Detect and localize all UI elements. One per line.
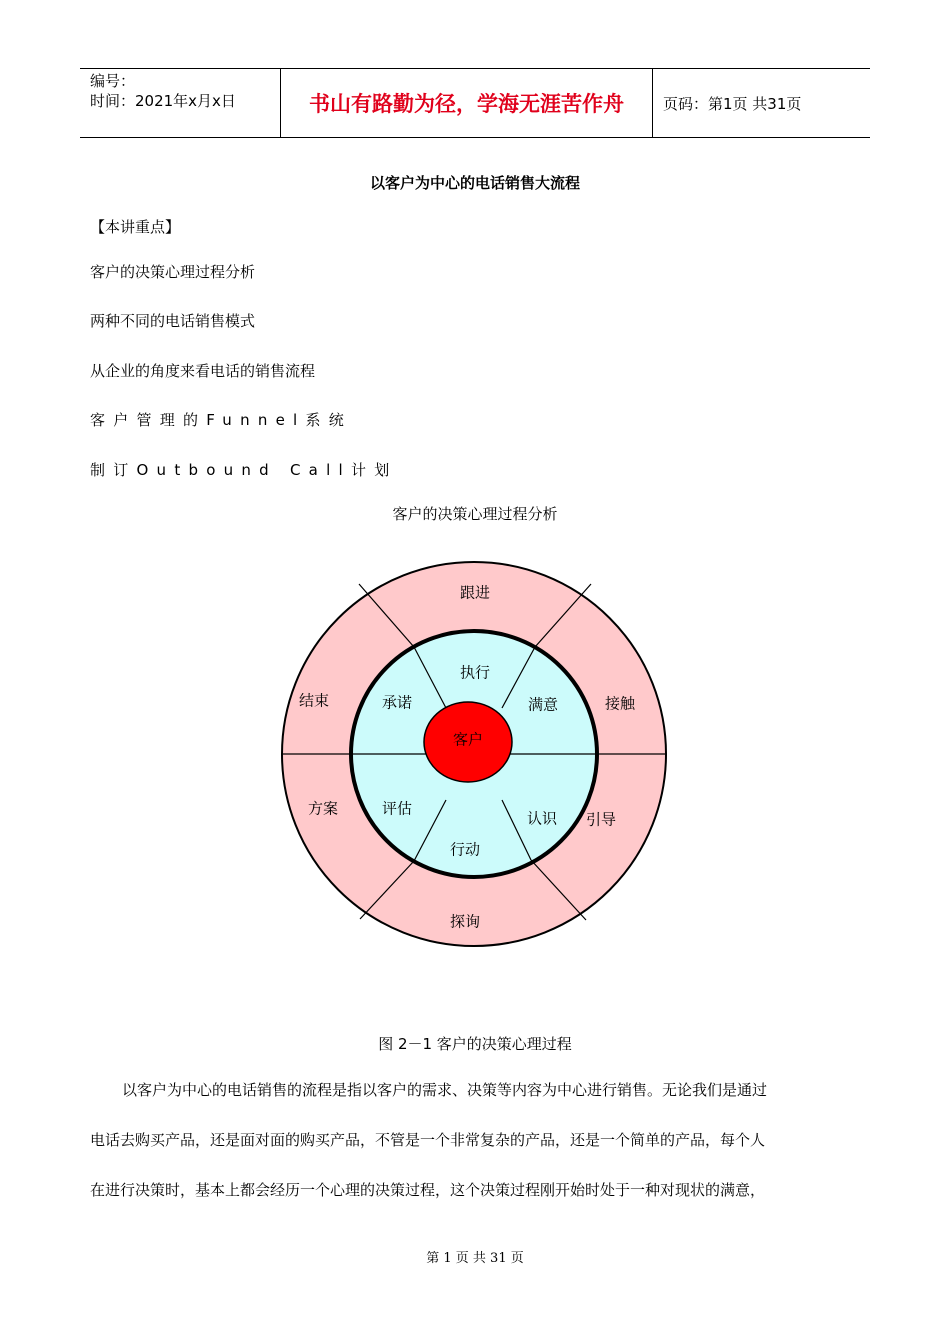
- outer-label-contact: 接触: [604, 694, 636, 713]
- header-meta: [80, 69, 280, 137]
- document-title: 以客户为中心的电话销售大流程: [369, 174, 580, 192]
- header-page-info: 页码：第1页 共31页: [663, 94, 802, 113]
- key-point-item: 从企业的角度来看电话的销售流程: [90, 362, 316, 380]
- header-motto: 书山有路勤为径，学海无涯苦作舟: [280, 69, 653, 137]
- page-footer: 第 1 页 共 31 页: [426, 1251, 524, 1266]
- paragraph-line: 在进行决策时，基本上都会经历一个心理的决策过程，这个决策过程刚开始时处于一种对现状的满意，: [90, 1181, 766, 1199]
- inner-label-execute: 执行: [459, 663, 491, 682]
- key-point-item: 客户的决策心理过程分析: [90, 263, 256, 281]
- key-points-heading: 【本讲重点】: [90, 218, 181, 236]
- center-label: 客户: [452, 730, 484, 749]
- inner-label-awareness: 认识: [526, 809, 558, 828]
- outer-label-guide: 引导: [585, 810, 617, 829]
- inner-label-commit: 承诺: [381, 693, 413, 712]
- outer-label-follow-up: 跟进: [459, 583, 491, 602]
- paragraph-line: 电话去购买产品，还是面对面的购买产品，不管是一个非常复杂的产品，还是一个简单的产品，每个人: [90, 1131, 766, 1149]
- outer-label-close: 结束: [298, 691, 330, 710]
- key-point-item: 制订Outbound Call计划: [90, 461, 398, 479]
- outer-label-probe: 探询: [449, 912, 481, 931]
- decision-process-wheel: [278, 543, 670, 963]
- outer-label-proposal: 方案: [307, 799, 339, 818]
- inner-label-action: 行动: [449, 840, 481, 859]
- inner-label-evaluate: 评估: [381, 799, 413, 818]
- time-label: 时间：2021年x月x日: [90, 92, 236, 110]
- number-label: 编号：: [90, 72, 136, 90]
- diagram-heading: 客户的决策心理过程分析: [392, 505, 558, 523]
- page-header: [80, 68, 870, 138]
- key-point-item: 客户管理的Funnel系统: [90, 411, 352, 429]
- figure-caption: 图 2－1 客户的决策心理过程: [378, 1035, 572, 1053]
- key-point-item: 两种不同的电话销售模式: [90, 312, 256, 330]
- inner-label-satisfied: 满意: [527, 695, 559, 714]
- paragraph-line: 以客户为中心的电话销售的流程是指以客户的需求、决策等内容为中心进行销售。无论我们是通过: [122, 1081, 768, 1099]
